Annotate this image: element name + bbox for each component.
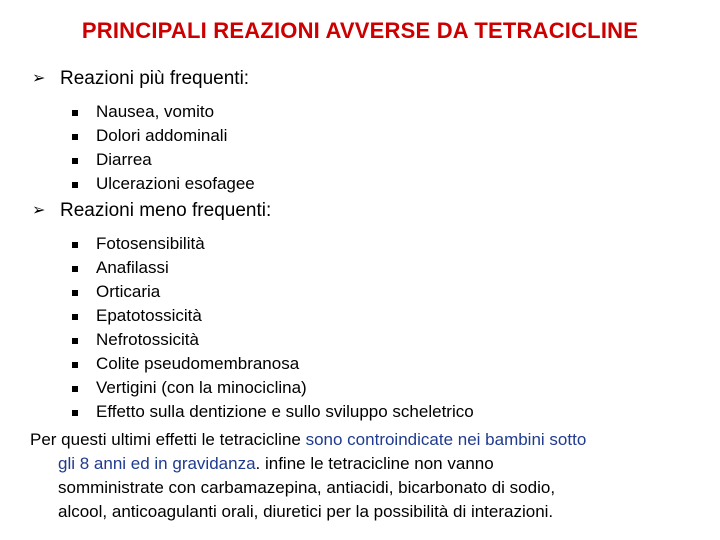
section-heading: Reazioni meno frequenti: <box>60 200 272 221</box>
square-bullet-icon <box>72 290 78 296</box>
list-item: Effetto sulla dentizione e sullo sviluppo scheletrico <box>72 400 474 424</box>
list-item: Nefrotossicità <box>72 328 474 352</box>
section-frequent <box>32 68 249 90</box>
square-bullet-icon <box>72 386 78 392</box>
list-item: Ulcerazioni esofagee <box>72 172 255 196</box>
arrow-bullet-icon: ➢ <box>32 70 46 87</box>
list-item: Diarrea <box>72 148 255 172</box>
list-item: Anafilassi <box>72 256 474 280</box>
list-item: Vertigini (con la minociclina) <box>72 376 474 400</box>
square-bullet-icon <box>72 110 78 116</box>
square-bullet-icon <box>72 182 78 188</box>
note-highlight: gli 8 anni ed in gravidanza <box>58 454 256 473</box>
slide-title: PRINCIPALI REAZIONI AVVERSE DA TETRACICLINE <box>81 18 639 43</box>
square-bullet-icon <box>72 362 78 368</box>
note-line-4: alcool, anticoagulanti orali, diuretici per la possibilità di interazioni. <box>58 502 554 521</box>
note-line-1: Per questi ultimi effetti le tetracicline sono controindicate nei bambini sotto <box>30 430 587 449</box>
square-bullet-icon <box>72 338 78 344</box>
list-item: Nausea, vomito <box>72 100 255 124</box>
frequent-reactions-list <box>72 100 255 196</box>
contraindication-note <box>30 428 690 524</box>
square-bullet-icon <box>72 266 78 272</box>
less-frequent-reactions-list <box>72 232 474 424</box>
square-bullet-icon <box>72 314 78 320</box>
arrow-bullet-icon: ➢ <box>32 202 46 219</box>
note-line-3: somministrate con carbamazepina, antiacidi, bicarbonato di sodio, <box>58 478 556 497</box>
square-bullet-icon <box>72 158 78 164</box>
square-bullet-icon <box>72 242 78 248</box>
section-less-frequent <box>32 200 271 222</box>
list-item: Orticaria <box>72 280 474 304</box>
square-bullet-icon <box>72 134 78 140</box>
note-line-2: gli 8 anni ed in gravidanza. infine le tetracicline non vanno <box>58 454 494 473</box>
list-item: Dolori addominali <box>72 124 255 148</box>
section-heading: Reazioni più frequenti: <box>60 68 250 89</box>
list-item: Fotosensibilità <box>72 232 474 256</box>
note-highlight: sono controindicate nei bambini sotto <box>305 430 587 449</box>
square-bullet-icon <box>72 410 78 416</box>
list-item: Colite pseudomembranosa <box>72 352 474 376</box>
list-item: Epatotossicità <box>72 304 474 328</box>
